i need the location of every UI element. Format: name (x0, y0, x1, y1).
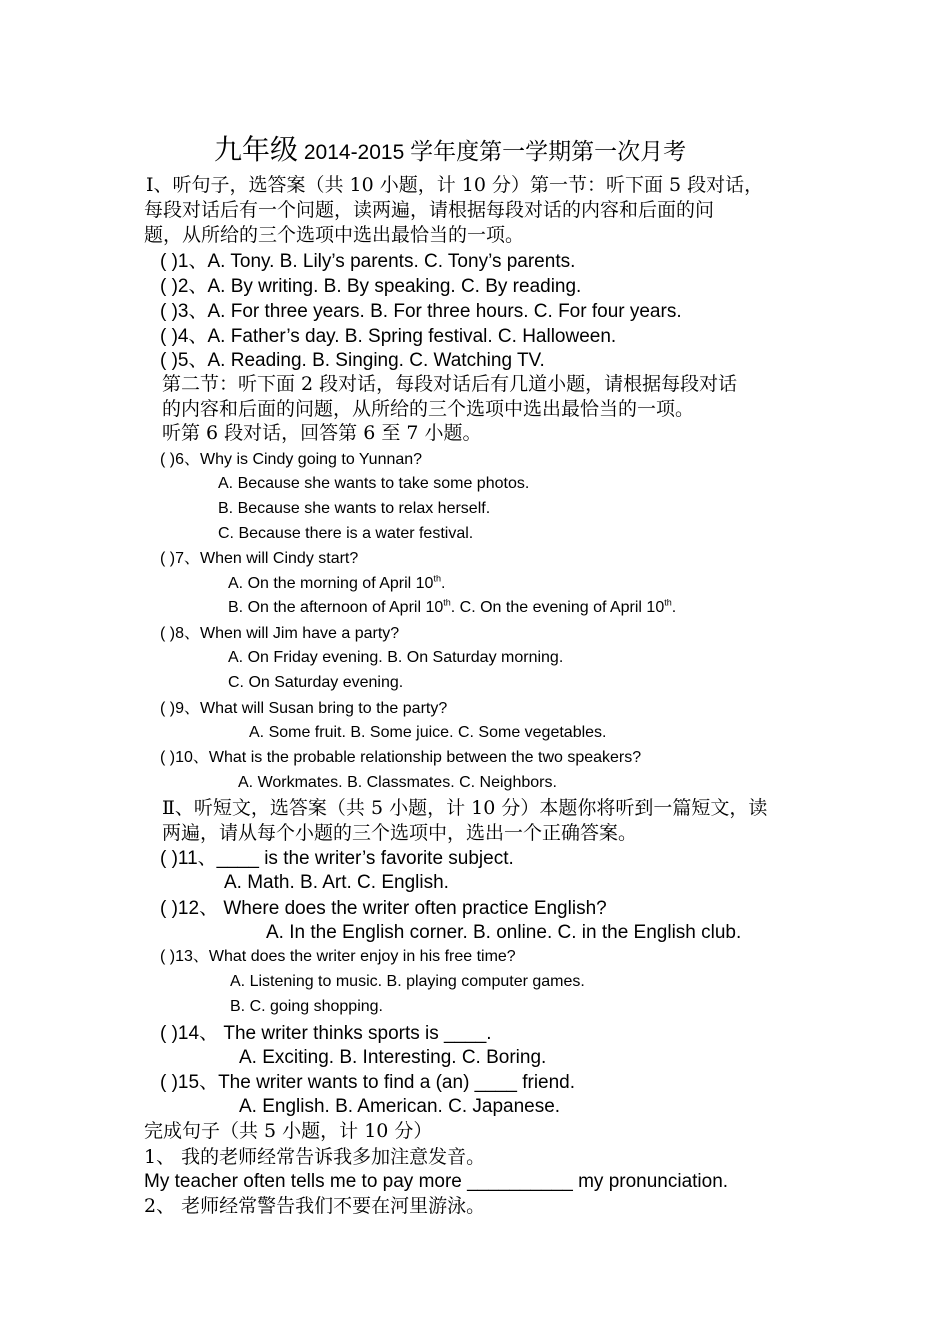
question-9: ( )9、What will Susan bring to the party? (160, 700, 448, 717)
title-term: 学年度第一学期第一次月考 (410, 139, 687, 165)
q7a-sup: th (433, 573, 441, 584)
question-9-options: A. Some fruit. B. Some juice. C. Some vegetables. (249, 724, 607, 741)
question-7: ( )7、When will Cindy start? (160, 550, 359, 567)
title-year: 2014-2015 (298, 141, 411, 164)
question-6: ( )6、Why is Cindy going to Yunnan? (160, 451, 423, 468)
title-grade: 九年级 (214, 133, 299, 166)
question-7-option-a (228, 573, 446, 592)
q7b-text: B. On the afternoon of April 10 (228, 599, 444, 616)
question-11-options: A. Math. B. Art. C. English. (224, 872, 449, 893)
question-13-option-ab: A. Listening to music. B. playing computer games. (230, 973, 585, 990)
part2-intro-line1: 第二节：听下面 2 段对话，每段对话后有几道小题，请根据每段对话 (162, 373, 738, 395)
section1-intro-line1: Ⅰ、听句子，选答案（共 10 小题，计 10 分）第一节：听下面 5 段对话， (146, 174, 764, 196)
question-10-options: A. Workmates. B. Classmates. C. Neighbors. (238, 774, 557, 791)
question-4: ( )4、A. Father’s day. B. Spring festival. C. Halloween. (160, 326, 617, 347)
q7b-sup: th (443, 597, 451, 608)
q7c-end: . (671, 599, 677, 616)
question-3: ( )3、A. For three years. B. For three hours. C. For four years. (160, 301, 682, 322)
question-8: ( )8、When will Jim have a party? (160, 625, 400, 642)
question-2: ( )2、A. By writing. B. By speaking. C. By reading. (160, 276, 582, 297)
sentence-1-chinese: 1、 我的老师经常告诉我多加注意发音。 (144, 1146, 486, 1168)
question-14: ( )14、 The writer thinks sports is ____. (160, 1023, 492, 1044)
q7a-text: A. On the morning of April 10 (228, 575, 434, 592)
section2-intro-line1: Ⅱ、听短文，选答案（共 5 小题，计 10 分）本题你将听到一篇短文，读 (162, 797, 768, 819)
question-8-option-ab: A. On Friday evening. B. On Saturday morning. (228, 649, 564, 666)
question-15-options: A. English. B. American. C. Japanese. (239, 1096, 561, 1117)
question-15: ( )15、The writer wants to find a (an) ____ friend. (160, 1072, 576, 1093)
section1-intro-line2: 每段对话后有一个问题，读两遍，请根据每段对话的内容和后面的问 (144, 199, 715, 221)
part2-intro-line2: 的内容和后面的问题，从所给的三个选项中选出最恰当的一项。 (162, 398, 695, 420)
question-5: ( )5、A. Reading. B. Singing. C. Watching TV. (160, 350, 545, 371)
question-12: ( )12、 Where does the writer often practice English? (160, 898, 607, 919)
question-1: ( )1、A. Tony. B. Lily’s parents. C. Tony’s parents. (160, 251, 576, 272)
sentence-1-english: My teacher often tells me to pay more __________ my pronunciation. (144, 1171, 729, 1192)
q7a-end: . (440, 575, 446, 592)
question-10: ( )10、What is the probable relationship between the two speakers? (160, 749, 642, 766)
q7c-text: . C. On the evening of April 10 (450, 599, 665, 616)
sentence-2-chinese: 2、 老师经常警告我们不要在河里游泳。 (144, 1195, 486, 1217)
section3-heading: 完成句子（共 5 小题，计 10 分） (144, 1120, 433, 1142)
question-13-option-c: B. C. going shopping. (230, 998, 383, 1015)
question-7-option-bc (228, 597, 677, 616)
question-6-option-b: B. Because she wants to relax herself. (218, 500, 491, 517)
section2-intro-line2: 两遍，请从每个小题的三个选项中，选出一个正确答案。 (162, 822, 638, 844)
question-11: ( )11、____ is the writer’s favorite subject. (160, 848, 514, 869)
q7c-sup: th (664, 597, 672, 608)
section1-intro-line3: 题，从所给的三个选项中选出最恰当的一项。 (144, 224, 525, 246)
part2-intro-line3: 听第 6 段对话，回答第 6 至 7 小题。 (162, 422, 482, 444)
question-13: ( )13、What does the writer enjoy in his free time? (160, 948, 516, 965)
page-title (214, 133, 687, 166)
question-8-option-c: C. On Saturday evening. (228, 674, 404, 691)
question-6-option-a: A. Because she wants to take some photos. (218, 475, 530, 492)
question-12-options: A. In the English corner. B. online. C. in the English club. (266, 922, 742, 943)
question-14-options: A. Exciting. B. Interesting. C. Boring. (239, 1047, 547, 1068)
question-6-option-c: C. Because there is a water festival. (218, 525, 474, 542)
